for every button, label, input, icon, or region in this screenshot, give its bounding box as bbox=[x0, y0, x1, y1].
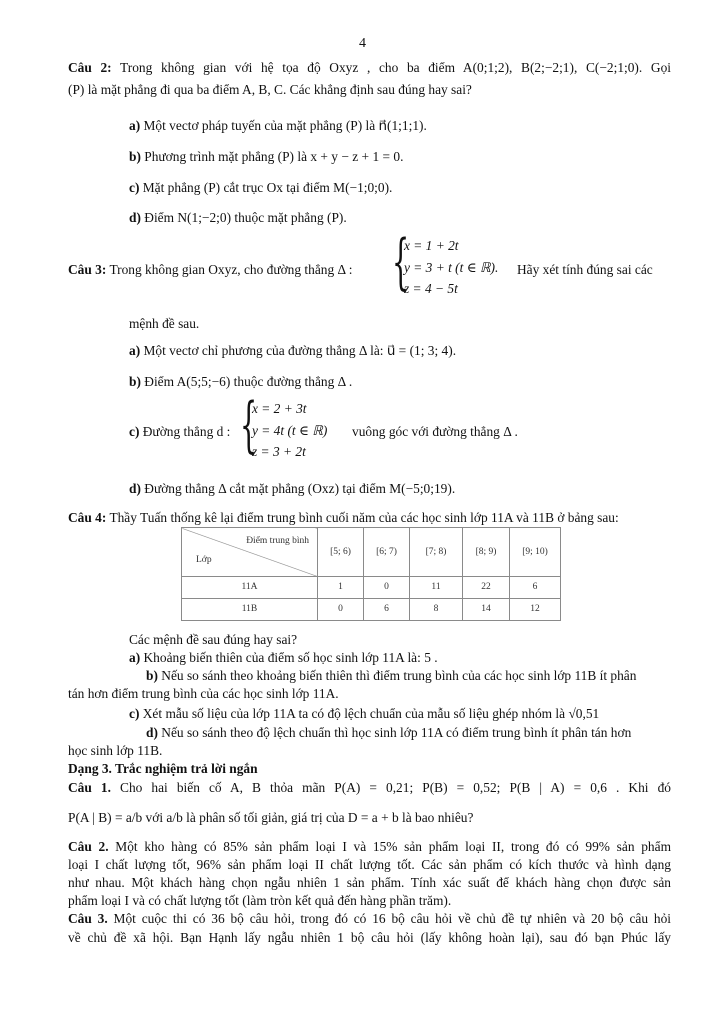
s1-line2: P(A | B) = a/b với a/b là phân số tối giản, giá trị của D = a + b là bao nhiêu? bbox=[68, 810, 474, 825]
q4-option-d-line2: học sinh lớp 11B. bbox=[68, 743, 163, 758]
table-cell: 0 bbox=[364, 577, 410, 599]
q3-brace: { bbox=[392, 227, 410, 297]
table-cell: 0 bbox=[318, 599, 364, 621]
q4-option-d-line1: d) Nếu so sánh theo độ lệch chuẩn thì học sinh lớp 11A có điểm trung bình ít phân tán hơn bbox=[146, 725, 632, 740]
table-cell: 22 bbox=[463, 577, 510, 599]
q4-prompt: Các mệnh đề sau đúng hay sai? bbox=[129, 632, 298, 647]
q3c-tail: vuông góc với đường thẳng Δ . bbox=[352, 424, 518, 439]
q4-option-b-line1: b) Nếu so sánh theo khoảng biến thiên thì điểm trung bình của các học sinh lớp 11B ít phân bbox=[146, 668, 637, 683]
s1-line1: Câu 1. Cho hai biến cố A, B thỏa mãn P(A) = 0,21; P(B) = 0,52; P(B | A) = 0,6 . Khi đó bbox=[68, 780, 671, 795]
q4-option-b-line2: tán hơn điểm trung bình của các học sinh lớp 11A. bbox=[68, 686, 339, 701]
s2-label: Câu 2. bbox=[68, 839, 109, 854]
table-cell: 6 bbox=[364, 599, 410, 621]
table-header-row bbox=[182, 528, 561, 577]
table-row-label: 11B bbox=[182, 599, 318, 621]
q3-option-c: c) Đường thẳng d : bbox=[129, 424, 231, 439]
q3c-system: x = 2 + 3t y = 4t (t ∈ ℝ) z = 3 + 2t bbox=[252, 401, 328, 459]
q4-option-c: c) Xét mẫu số liệu của lớp 11A ta có độ lệch chuẩn của mẫu số liệu ghép nhóm là √0,51 bbox=[129, 706, 600, 721]
q2-option-b: b) Phương trình mặt phẳng (P) là x + y − z + 1 = 0. bbox=[129, 149, 404, 164]
q4-c-value: √0,51 bbox=[568, 706, 600, 721]
q3-stem-cont: mệnh đề sau. bbox=[129, 316, 200, 331]
table-col-header: [9; 10) bbox=[510, 528, 561, 577]
table-corner-cell bbox=[182, 528, 318, 577]
table-cell: 11 bbox=[410, 577, 463, 599]
q4-stem: Câu 4: Thầy Tuấn thống kê lại điểm trung bình cuối năm của các học sinh lớp 11A và 11B ở bảng sau: bbox=[68, 510, 619, 525]
s2-line3: như nhau. Một khách hàng chọn ngẫu nhiên 1 sản phẩm. Tính xác suất để khách hàng chọn được sản bbox=[68, 875, 671, 890]
q3-option-b: b) Điểm A(5;5;−6) thuộc đường thẳng Δ . bbox=[129, 374, 353, 389]
s1-label: Câu 1. bbox=[68, 780, 111, 795]
s2-line4: phẩm loại I và có chất lượng tốt (làm tròn kết quả đến hàng phần trăm). bbox=[68, 893, 452, 908]
q4-label: Câu 4: bbox=[68, 510, 107, 525]
q3-option-a: a) Một vectơ chỉ phương của đường thẳng Δ là: u⃗ = (1; 3; 4). bbox=[129, 343, 457, 358]
q3-system: x = 1 + 2t y = 3 + t (t ∈ ℝ). z = 4 − 5t bbox=[404, 238, 499, 296]
section-title: Dạng 3. Trắc nghiệm trả lời ngắn bbox=[68, 761, 258, 776]
table-row bbox=[182, 577, 561, 599]
table-header-left: Lớp bbox=[196, 555, 212, 565]
table-cell: 14 bbox=[463, 599, 510, 621]
q4-option-a: a) Khoảng biến thiên của điểm số học sinh lớp 11A là: 5 . bbox=[129, 650, 438, 665]
q2-line1: Câu 2: Trong không gian với hệ tọa độ Oxyz , cho ba điểm A(0;1;2), B(2;−2;1), C(−2;1;0). Gọi bbox=[68, 60, 671, 75]
q2-option-d: d) Điểm N(1;−2;0) thuộc mặt phẳng (P). bbox=[129, 210, 347, 225]
table-row-label: 11A bbox=[182, 577, 318, 599]
q3-label: Câu 3: bbox=[68, 262, 107, 277]
q3c-brace: { bbox=[240, 390, 258, 460]
q3-stem-tail: Hãy xét tính đúng sai các bbox=[517, 262, 653, 277]
s2-line2: loại I chất lượng tốt, 96% sản phẩm loại II chất lượng tốt. Các sản phẩm có kích thước và hình dạng bbox=[68, 857, 671, 872]
s2-line1: Câu 2. Một kho hàng có 85% sản phẩm loại I và 15% sản phẩm loại II, trong đó có 99% sản phẩm bbox=[68, 839, 671, 854]
q2-option-c: c) Mặt phẳng (P) cắt trục Ox tại điểm M(−1;0;0). bbox=[129, 180, 393, 195]
q2-line2: (P) là mặt phẳng đi qua ba điểm A, B, C. Các khẳng định sau đúng hay sai? bbox=[68, 82, 472, 97]
page-number: 4 bbox=[359, 36, 366, 51]
table-cell: 8 bbox=[410, 599, 463, 621]
s3-line2: về chủ đề xã hội. Bạn Hạnh lấy ngẫu nhiên 1 bộ câu hỏi (lấy không hoàn lại), sau đó bạn Phúc lấy bbox=[68, 930, 671, 945]
score-table bbox=[181, 527, 561, 621]
table-cell: 1 bbox=[318, 577, 364, 599]
q2-label: Câu 2: bbox=[68, 60, 112, 75]
table-col-header: [6; 7) bbox=[364, 528, 410, 577]
q3-stem: Câu 3: Trong không gian Oxyz, cho đường thẳng Δ : bbox=[68, 262, 353, 277]
table-cell: 6 bbox=[510, 577, 561, 599]
table-col-header: [8; 9) bbox=[463, 528, 510, 577]
s3-line1: Câu 3. Một cuộc thi có 36 bộ câu hỏi, trong đó có 16 bộ câu hỏi về chủ đề tự nhiên và 20 bộ câu hỏi bbox=[68, 911, 671, 926]
s3-label: Câu 3. bbox=[68, 911, 108, 926]
table-row bbox=[182, 599, 561, 621]
table-header-top: Điểm trung bình bbox=[246, 536, 309, 546]
table-col-header: [5; 6) bbox=[318, 528, 364, 577]
q2-option-a: a) Một vectơ pháp tuyến của mặt phẳng (P) là n⃗(1;1;1). bbox=[129, 118, 427, 133]
table-col-header: [7; 8) bbox=[410, 528, 463, 577]
q3-option-d: d) Đường thẳng Δ cắt mặt phẳng (Oxz) tại điểm M(−5;0;19). bbox=[129, 481, 456, 496]
table-cell: 12 bbox=[510, 599, 561, 621]
